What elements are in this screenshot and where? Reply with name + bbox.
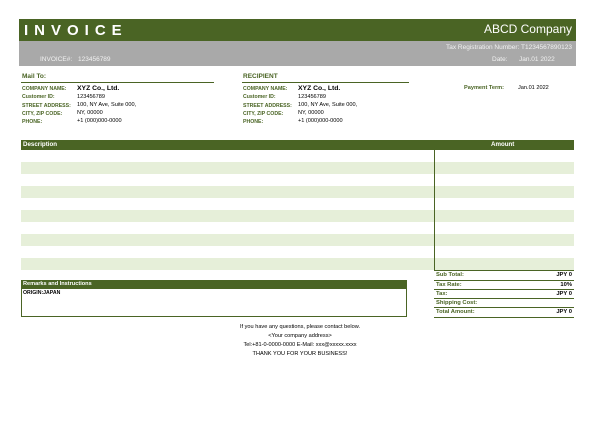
remarks-text: ORIGIN:JAPAN [23,290,61,296]
recipient-street-value: 100, NY Ave, Suite 000, [298,102,358,108]
table-row [21,258,574,270]
table-bottom-rule [434,270,574,271]
recipient-city-label: CITY, ZIP CODE: [243,111,284,117]
mail-to-phone-label: PHONE: [22,119,43,125]
table-row [21,186,574,198]
tax-label: Tax: [436,291,448,297]
sub-total-value: JPY 0 [556,272,572,278]
payment-term-value: Jan.01 2022 [518,85,549,91]
mail-to-city-value: NY, 00000 [77,110,103,116]
description-column-header: Description [23,141,58,148]
summary-rule [434,280,574,281]
mail-to-customer-value: 123456789 [77,94,105,100]
mail-to-rule [21,82,214,83]
payment-term-label: Payment Term: [464,85,504,91]
summary-rule [434,307,574,308]
date-label: Date: [492,56,508,63]
recipient-company-value: XYZ Co., Ltd. [298,85,341,92]
table-row [21,210,574,222]
summary-rule [434,298,574,299]
tax-rate-value: 10% [560,282,572,288]
mail-to-heading: Mail To: [22,73,47,80]
invoice-number-label: INVOICE#: [40,56,73,63]
total-amount-value: JPY 0 [556,309,572,315]
mail-to-street-label: STREET ADDRESS: [22,103,71,109]
remarks-heading: Remarks and Instructions [23,281,92,287]
mail-to-customer-label: Customer ID: [22,94,55,100]
footer-address: <Your company address> [268,333,332,339]
tax-rate-label: Tax Rate: [436,282,462,288]
mail-to-company-label: COMPANY NAME: [22,86,67,92]
sub-total-label: Sub Total: [436,272,464,278]
summary-rule [434,317,574,318]
mail-to-street-value: 100, NY Ave, Suite 000, [77,102,137,108]
recipient-customer-value: 123456789 [298,94,326,100]
invoice-title: INVOICE [24,22,128,39]
date-value: Jan.01 2022 [519,56,555,63]
recipient-phone-value: +1 (000)000-0000 [298,118,343,124]
recipient-street-label: STREET ADDRESS: [243,103,292,109]
summary-rule [434,289,574,290]
column-divider [434,140,435,270]
recipient-customer-label: Customer ID: [243,94,276,100]
footer-contact-line: If you have any questions, please contact below. [239,324,361,330]
table-row [21,234,574,246]
tax-value: JPY 0 [556,291,572,297]
mail-to-company-value: XYZ Co., Ltd. [77,85,120,92]
recipient-city-value: NY, 00000 [298,110,324,116]
total-amount-label: Total Amount: [436,309,475,315]
recipient-company-label: COMPANY NAME: [243,86,288,92]
invoice-number: 123456789 [78,56,111,63]
tax-registration: Tax Registration Number: T1234567890123 [446,44,572,51]
recipient-rule [242,82,409,83]
table-row [21,162,574,174]
recipient-heading: RECIPIENT [243,73,278,80]
mail-to-city-label: CITY, ZIP CODE: [22,111,63,117]
company-name: ABCD Company [483,22,572,36]
shipping-cost-label: Shipping Cost: [436,300,478,306]
footer-thanks: THANK YOU FOR YOUR BUSINESS! [252,351,348,357]
footer-tel-email: Tel:+81-0-0000-0000 E-Mail: xxx@xxxxx.xxxx [243,342,357,348]
recipient-phone-label: PHONE: [243,119,264,125]
amount-column-header: Amount [491,141,515,148]
mail-to-phone-value: +1 (000)000-0000 [77,118,122,124]
